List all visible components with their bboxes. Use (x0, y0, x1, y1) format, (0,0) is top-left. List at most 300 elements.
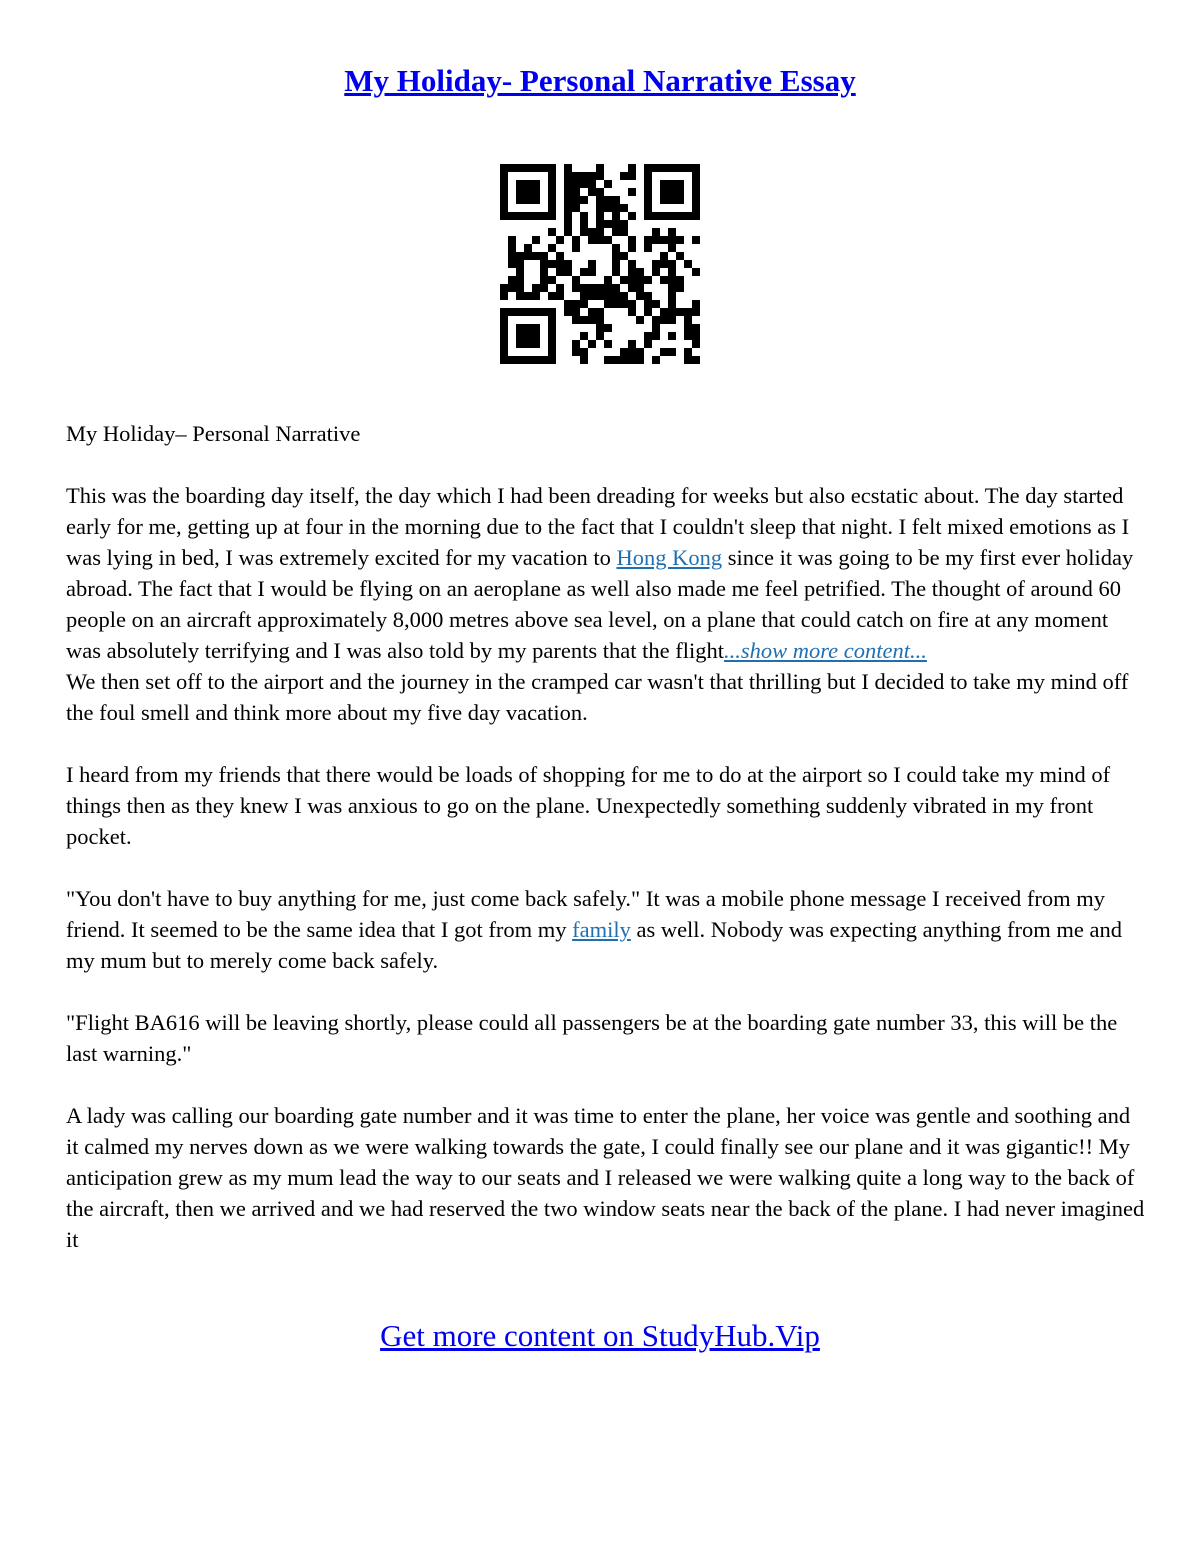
qr-module (524, 188, 532, 196)
qr-module (628, 348, 636, 356)
qr-module (500, 348, 508, 356)
qr-module (692, 332, 700, 340)
qr-module (548, 356, 556, 364)
qr-module (652, 212, 660, 220)
family-link[interactable]: family (572, 917, 631, 942)
qr-module (524, 252, 532, 260)
qr-module (612, 212, 620, 220)
qr-module (596, 212, 604, 220)
qr-module (604, 324, 612, 332)
paragraph-4-text-b: as well. Nobody was expecting anything from me and my mum but to merely come back safely. (66, 917, 1122, 973)
qr-module (628, 164, 636, 172)
qr-module (508, 164, 516, 172)
studyhub-footer-link[interactable]: Get more content on StudyHub.Vip (380, 1318, 820, 1353)
qr-module (588, 268, 596, 276)
qr-module (676, 284, 684, 292)
qr-module (588, 308, 596, 316)
qr-module (540, 252, 548, 260)
qr-module (500, 164, 508, 172)
qr-module (580, 300, 588, 308)
qr-module (588, 284, 596, 292)
paragraph-4-text-a: "You don't have to buy anything for me, just come back safely." It was a mobile phone message I received from my friend. It seemed to be the same idea that I got from my (66, 886, 1106, 942)
qr-code-icon (500, 164, 700, 364)
hong-kong-link[interactable]: Hong Kong (616, 545, 723, 570)
qr-module (580, 180, 588, 188)
qr-module (652, 324, 660, 332)
show-more-link[interactable]: ...show more content... (723, 638, 927, 663)
qr-module (524, 244, 532, 252)
qr-module (660, 236, 668, 244)
qr-module (628, 212, 636, 220)
qr-module (668, 260, 676, 268)
qr-module (692, 188, 700, 196)
paragraph-2: We then set off to the airport and the journey in the cramped car wasn't that thrilling but I decided to take my mind off the foul smell and think more about my five day vacation. (66, 669, 1129, 725)
qr-module (532, 308, 540, 316)
qr-module (604, 292, 612, 300)
qr-module (676, 276, 684, 284)
qr-module (684, 324, 692, 332)
paragraph-4 (66, 883, 1146, 976)
qr-module (660, 276, 668, 284)
qr-module (652, 332, 660, 340)
qr-module (596, 236, 604, 244)
qr-module (500, 172, 508, 180)
qr-module (604, 236, 612, 244)
qr-module (508, 244, 516, 252)
qr-module (676, 180, 684, 188)
qr-module (644, 180, 652, 188)
qr-module (580, 268, 588, 276)
qr-module (508, 260, 516, 268)
qr-module (596, 284, 604, 292)
qr-module (612, 196, 620, 204)
qr-module (516, 260, 524, 268)
qr-module (668, 284, 676, 292)
qr-module (588, 228, 596, 236)
qr-module (596, 188, 604, 196)
qr-module (516, 292, 524, 300)
qr-module (596, 164, 604, 172)
qr-module (516, 332, 524, 340)
qr-module (548, 332, 556, 340)
qr-module (572, 188, 580, 196)
qr-module (540, 260, 548, 268)
qr-module (604, 204, 612, 212)
qr-module (500, 340, 508, 348)
qr-module (668, 196, 676, 204)
qr-module (644, 212, 652, 220)
qr-module (604, 180, 612, 188)
qr-module (548, 204, 556, 212)
qr-module (628, 340, 636, 348)
qr-module (516, 276, 524, 284)
qr-module (692, 340, 700, 348)
qr-module (516, 188, 524, 196)
qr-module (516, 196, 524, 204)
qr-module (612, 300, 620, 308)
qr-module (500, 324, 508, 332)
qr-module (548, 212, 556, 220)
qr-module (516, 212, 524, 220)
qr-module (508, 252, 516, 260)
qr-module (508, 308, 516, 316)
qr-module (580, 220, 588, 228)
qr-module (532, 196, 540, 204)
qr-module (636, 284, 644, 292)
page-title[interactable]: My Holiday- Personal Narrative Essay (344, 63, 856, 98)
qr-module (692, 204, 700, 212)
qr-module (668, 188, 676, 196)
qr-module (580, 196, 588, 204)
qr-module (692, 196, 700, 204)
qr-module (548, 324, 556, 332)
qr-module (692, 236, 700, 244)
qr-module (668, 292, 676, 300)
qr-module (596, 292, 604, 300)
qr-module (508, 276, 516, 284)
qr-module (524, 292, 532, 300)
qr-module (636, 348, 644, 356)
qr-module (596, 316, 604, 324)
qr-module (548, 164, 556, 172)
qr-module (620, 276, 628, 284)
qr-module (628, 276, 636, 284)
qr-module (644, 204, 652, 212)
qr-module (636, 356, 644, 364)
qr-module (508, 212, 516, 220)
qr-module (588, 172, 596, 180)
qr-module (692, 324, 700, 332)
qr-module (644, 332, 652, 340)
qr-module (676, 188, 684, 196)
qr-module (516, 308, 524, 316)
qr-module (532, 236, 540, 244)
qr-module (540, 268, 548, 276)
qr-module (668, 332, 676, 340)
qr-module (676, 212, 684, 220)
qr-module (692, 212, 700, 220)
paragraph-3: I heard from my friends that there would be loads of shopping for me to do at the airport so I could take my mind of things then as they knew I was anxious to go on the plane. Unexpectedly something suddenly vibrated in my front pocket. (66, 762, 1111, 849)
qr-module (644, 236, 652, 244)
qr-module (620, 220, 628, 228)
qr-module (644, 292, 652, 300)
qr-module (668, 316, 676, 324)
qr-module (580, 332, 588, 340)
qr-module (572, 276, 580, 284)
qr-module (580, 172, 588, 180)
qr-module (644, 276, 652, 284)
qr-module (596, 308, 604, 316)
qr-module (564, 300, 572, 308)
qr-module (652, 356, 660, 364)
qr-module (604, 196, 612, 204)
qr-module (660, 180, 668, 188)
qr-module (644, 300, 652, 308)
qr-module (524, 164, 532, 172)
qr-module (660, 164, 668, 172)
qr-module (652, 164, 660, 172)
qr-module (684, 316, 692, 324)
qr-module (572, 196, 580, 204)
qr-module (548, 276, 556, 284)
qr-module (652, 268, 660, 276)
qr-module (532, 340, 540, 348)
qr-module (692, 300, 700, 308)
qr-module (612, 292, 620, 300)
qr-module (620, 356, 628, 364)
qr-module (540, 212, 548, 220)
qr-module (684, 308, 692, 316)
qr-module (604, 220, 612, 228)
qr-module (572, 236, 580, 244)
qr-module (660, 252, 668, 260)
qr-module (628, 268, 636, 276)
qr-module (628, 172, 636, 180)
qr-module (668, 228, 676, 236)
qr-module (676, 252, 684, 260)
qr-module (524, 332, 532, 340)
qr-module (660, 260, 668, 268)
qr-module (500, 180, 508, 188)
qr-module (692, 180, 700, 188)
qr-module (548, 172, 556, 180)
qr-module (564, 212, 572, 220)
qr-module (644, 172, 652, 180)
qr-module (500, 292, 508, 300)
qr-module (684, 356, 692, 364)
qr-module (628, 236, 636, 244)
qr-module (604, 284, 612, 292)
qr-module (628, 356, 636, 364)
qr-module (548, 180, 556, 188)
qr-module (564, 268, 572, 276)
qr-module (556, 292, 564, 300)
qr-module (524, 340, 532, 348)
qr-module (500, 212, 508, 220)
qr-module (652, 316, 660, 324)
qr-module (652, 260, 660, 268)
qr-module (572, 316, 580, 324)
qr-module (588, 180, 596, 188)
essay-heading: My Holiday– Personal Narrative (66, 421, 361, 446)
qr-module (516, 340, 524, 348)
qr-module (644, 196, 652, 204)
qr-module (564, 308, 572, 316)
qr-module (572, 348, 580, 356)
qr-module (612, 260, 620, 268)
qr-module (540, 308, 548, 316)
qr-module (548, 308, 556, 316)
paragraph-1 (66, 480, 1146, 666)
qr-module (652, 228, 660, 236)
qr-module (604, 276, 612, 284)
qr-module (508, 236, 516, 244)
qr-module (628, 260, 636, 268)
qr-module (668, 348, 676, 356)
qr-module (612, 356, 620, 364)
qr-module (556, 252, 564, 260)
qr-module (524, 356, 532, 364)
qr-module (532, 188, 540, 196)
qr-module (644, 308, 652, 316)
qr-module (572, 308, 580, 316)
qr-module (636, 276, 644, 284)
qr-module (668, 276, 676, 284)
qr-module (580, 212, 588, 220)
qr-module (612, 268, 620, 276)
qr-module (668, 236, 676, 244)
qr-module (620, 228, 628, 236)
qr-module (524, 212, 532, 220)
qr-module (572, 340, 580, 348)
paragraph-1-text-b: since it was going to be my first ever holiday abroad. The fact that I would be flying on an aeroplane as well also made me feel petrified. The thought of around 60 people on an aircraft approximately 8,000 metres above sea level, on a plane that could catch on fire at any moment was absolutely terrifying and I was also told by my parents that the flight (66, 545, 1134, 663)
qr-module (540, 356, 548, 364)
qr-module (548, 196, 556, 204)
qr-module (572, 172, 580, 180)
qr-module (572, 244, 580, 252)
qr-module (596, 172, 604, 180)
qr-module (516, 324, 524, 332)
qr-module (588, 340, 596, 348)
qr-module (628, 284, 636, 292)
qr-module (572, 284, 580, 292)
qr-module (692, 164, 700, 172)
qr-module (556, 236, 564, 244)
qr-module (596, 204, 604, 212)
qr-module (596, 324, 604, 332)
qr-module (604, 356, 612, 364)
qr-module (580, 292, 588, 300)
qr-module (620, 292, 628, 300)
qr-module (556, 260, 564, 268)
qr-module (532, 164, 540, 172)
qr-module (676, 196, 684, 204)
qr-module (676, 236, 684, 244)
qr-module (564, 220, 572, 228)
qr-module (540, 164, 548, 172)
qr-module (588, 316, 596, 324)
qr-module (572, 180, 580, 188)
qr-module (588, 188, 596, 196)
qr-module (580, 228, 588, 236)
qr-module (620, 204, 628, 212)
qr-module (636, 316, 644, 324)
paragraph-5: "Flight BA616 will be leaving shortly, please could all passengers be at the boarding gate number 33, this will be the last warning." (66, 1010, 1118, 1066)
qr-module (620, 172, 628, 180)
qr-module (684, 212, 692, 220)
paragraph-6: A lady was calling our boarding gate number and it was time to enter the plane, her voice was gentle and soothing and it calmed my nerves down as we were walking towards the gate, I could finally see our plane and it was gigantic!! My anticipation grew as my mum lead the way to our seats and I released we were walking quite a long way to the back of the aircraft, then we arrived and we had reserved the two window seats near the back of the plane. I had never imagined it (66, 1103, 1145, 1252)
qr-module (644, 340, 652, 348)
qr-module (628, 188, 636, 196)
qr-module (500, 308, 508, 316)
qr-module (548, 244, 556, 252)
qr-module (580, 348, 588, 356)
qr-module (532, 356, 540, 364)
qr-module (564, 260, 572, 268)
qr-module (668, 244, 676, 252)
qr-module (572, 204, 580, 212)
qr-module (548, 340, 556, 348)
qr-module (660, 308, 668, 316)
qr-module (564, 204, 572, 212)
qr-module (540, 284, 548, 292)
qr-module (532, 324, 540, 332)
qr-module (500, 188, 508, 196)
qr-module (588, 260, 596, 268)
qr-module (556, 268, 564, 276)
qr-module (596, 196, 604, 204)
qr-module (516, 180, 524, 188)
qr-module (500, 356, 508, 364)
qr-module (684, 332, 692, 340)
qr-module (620, 300, 628, 308)
qr-module (580, 284, 588, 292)
qr-module (540, 276, 548, 284)
qr-module (596, 220, 604, 228)
qr-module (524, 180, 532, 188)
qr-module (532, 212, 540, 220)
qr-module (500, 196, 508, 204)
qr-module (612, 204, 620, 212)
qr-module (692, 172, 700, 180)
qr-module (604, 300, 612, 308)
qr-module (660, 212, 668, 220)
qr-module (660, 196, 668, 204)
qr-module (532, 180, 540, 188)
qr-module (620, 252, 628, 260)
qr-module (652, 236, 660, 244)
qr-module (532, 284, 540, 292)
qr-module (532, 252, 540, 260)
qr-module (564, 196, 572, 204)
essay-body (66, 418, 1146, 1286)
qr-module (580, 316, 588, 324)
qr-module (500, 332, 508, 340)
qr-module (644, 164, 652, 172)
qr-module (668, 300, 676, 308)
qr-module (588, 292, 596, 300)
qr-module (604, 340, 612, 348)
qr-module (612, 220, 620, 228)
qr-module (564, 228, 572, 236)
qr-module (508, 356, 516, 364)
qr-module (692, 356, 700, 364)
qr-module (588, 236, 596, 244)
qr-module (532, 332, 540, 340)
paragraph-1-text-a: This was the boarding day itself, the day which I had been dreading for weeks but also ecstatic about. The day started early for me, getting up at four in the morning due to the fact that I couldn't sleep that night. I felt mixed emotions as I was lying in bed, I was extremely excited for my vacation to (66, 483, 1130, 570)
qr-module (612, 284, 620, 292)
qr-module (612, 252, 620, 260)
qr-module (524, 196, 532, 204)
qr-module (548, 316, 556, 324)
qr-module (580, 356, 588, 364)
qr-module (516, 268, 524, 276)
qr-module (500, 204, 508, 212)
qr-module (524, 308, 532, 316)
qr-module (660, 348, 668, 356)
qr-module (500, 316, 508, 324)
qr-module (644, 188, 652, 196)
qr-module (692, 308, 700, 316)
qr-module (644, 244, 652, 252)
qr-module (548, 260, 556, 268)
qr-module (532, 292, 540, 300)
qr-module (556, 284, 564, 292)
qr-module (596, 228, 604, 236)
qr-module (564, 172, 572, 180)
qr-module (516, 252, 524, 260)
qr-module (628, 300, 636, 308)
